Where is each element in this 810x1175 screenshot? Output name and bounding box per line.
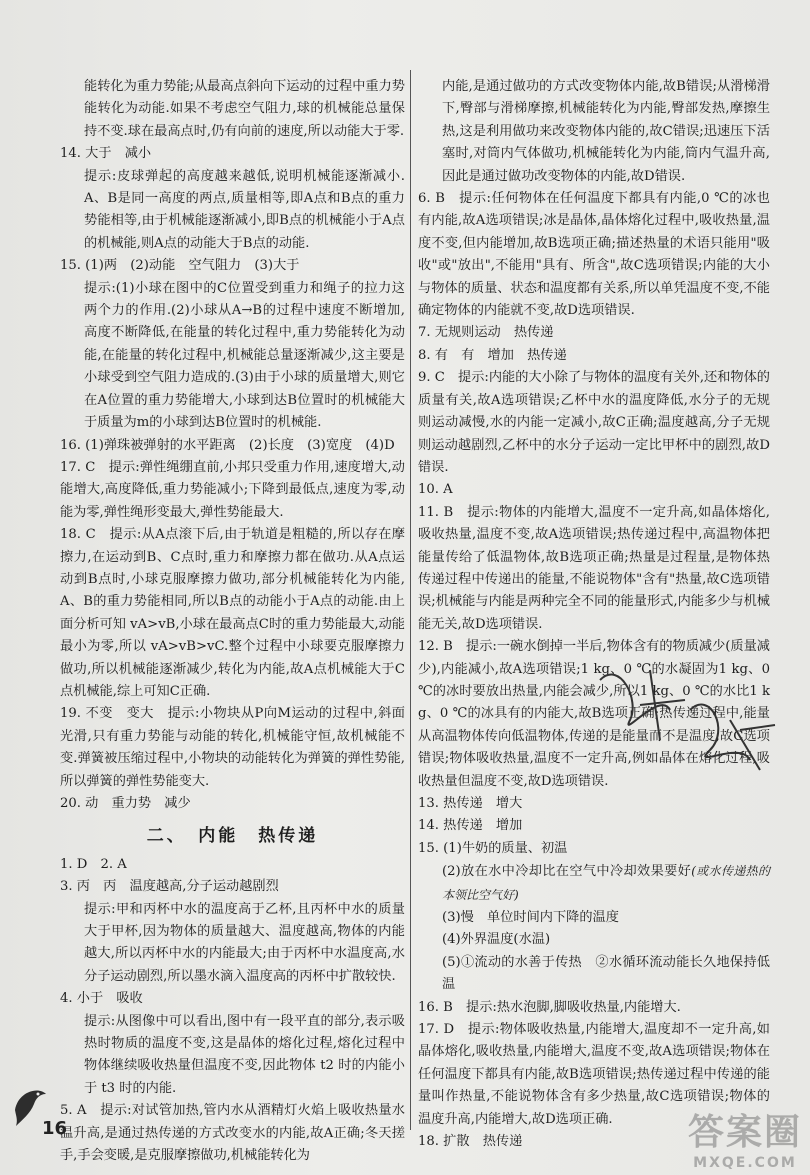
answer-15-part-4: (4)外界温度(水温) — [442, 932, 551, 948]
answer-15-part-2 — [418, 860, 770, 907]
hint-3: 提示:甲和丙杯中水的温度高于乙杯,且丙杯中水的质量大于甲杯,因为物体的质量越大、温度越高,物体的内能越大,所以丙杯中水的内能最大;由于丙杯中水温度高,水分子运动剧烈,所以墨水滴入温度高的丙杯中扩散较快. — [84, 901, 405, 984]
hint-14: 提示:皮球弹起的高度越来越低,说明机械能逐渐减小. A、B是同一高度的两点,质量相等,即A点和B点的重力势能相等,由于机械能逐渐减小,即B点的机械能小于A点的机械能,则A点的动能大于B点的动能. — [84, 168, 405, 251]
answer-18: 18. 扩散 热传递 — [418, 1134, 523, 1150]
answer-17: 17. D 提示:物体吸收热量,内能增大,温度却不一定升高,如晶体熔化,吸收热量,内能增大,温度不变,故A选项错误;物体在任何温度下都具有内能,故B选项错误;热传递过程中传递的能量叫作热量,不能说物体含有多少热量,故C选项错误;物体的温度升高,内能增大,故D选项正确. — [418, 1022, 770, 1127]
answer-18: 18. C 提示:从A点滚下后,由于轨道是粗糙的,所以存在摩擦力,在运动到B、C点时,重力和摩擦力都在做功.从A点运动到B点时,小球克服摩擦力做功,部分机械能转化为内能,A、B的重力势能相同,所以B点的动能小于A点的动能.由上面分析可知 vA>vB,小球在最高点C时的重力势能最大,动能最小为零,所以 vA>vB>vC.整个过程中小球要克服摩擦力做功,所以机械能逐渐减少,转化为内能,故A点机械能大于C点机械能,综上可知C正确. — [60, 527, 405, 699]
answer-3: 3. 丙 丙 温度越高,分子运动越剧烈 — [60, 879, 279, 895]
answer-16: 16. (1)弹珠被弹射的水平距离 (2)长度 (3)宽度 (4)D — [60, 437, 395, 453]
answer-7: 7. 无规则运动 热传递 — [418, 325, 554, 341]
answer-6: 6. B 提示:任何物体在任何温度下都具有内能,0 ℃的冰也有内能,故A选项错误;冰是晶体,晶体熔化过程中,吸收热量,温度不变,但内能增加,故B选项正确;描述热量的术语只能用"吸收"或"放出",不能用"具有、所含",故C选项错误;内能的大小与物体的质量、状态和温度都有关系,所以单凭温度不变,不能确定物体的内能就不变,故D选项错误. — [418, 191, 770, 319]
paragraph: 内能,是通过做功的方式改变物体内能,故B错误;从滑梯滑下,臀部与滑梯摩擦,机械能转化为内能,臀部发热,摩擦生热,这是利用做功来改变物体内能的,故C错误;迅速压下活塞时,对筒内气体做功,机械能转化为内能,筒内气温升高,因此是通过做功改变物体的内能,故D错误. — [442, 79, 770, 184]
answer-17: 17. C 提示:弹性绳绷直前,小邦只受重力作用,速度增大,动能增大,高度降低,重力势能减小;下降到最低点,速度为零,动能为零,弹性绳形变最大,弹性势能最大. — [60, 459, 405, 520]
answer-14: 14. 热传递 增加 — [418, 818, 523, 834]
answer-8: 8. 有 有 增加 热传递 — [418, 347, 567, 363]
answer-19: 19. 不变 变大 提示:小物块从P向M运动的过程中,斜面光滑,只有重力势能与动能的转化,机械能守恒,故机械能不变.弹簧被压缩过程中,小物块的动能转化为弹簧的弹性势能,所以弹簧的弹性势能变大. — [60, 706, 405, 789]
answer-20: 20. 动 重力势 减少 — [60, 796, 191, 811]
watermark — [688, 1104, 802, 1171]
answer-13: 13. 热传递 增大 — [418, 796, 523, 811]
watermark-title: 答案圈 — [687, 1112, 802, 1153]
left-column — [60, 76, 405, 1168]
section-title: 二、 内能 热传递 — [146, 826, 319, 847]
hint-4: 提示:从图像中可以看出,图中有一段平直的部分,表示吸热时物质的温度不变,这是晶体的熔化过程,熔化过程中物体继续吸收热量但温度不变,因此物体 t2 时的内能小于 t3 时的内能. — [84, 1013, 405, 1096]
answer-15: 15. (1)两 (2)动能 空气阻力 (3)大于 — [60, 258, 300, 274]
right-column — [418, 76, 770, 1154]
watermark-url: MXQE.COM — [693, 1155, 797, 1171]
answer-15-text: (2)放在水中冷却比在空气中冷却效果要好 — [442, 864, 692, 880]
handwriting-scribble — [590, 650, 790, 790]
page-number: 16 — [42, 1118, 68, 1139]
answer-9: 9. C 提示:内能的大小除了与物体的温度有关外,还和物体的质量有关,故A选项错误;乙杯中水的温度降低,水分子的无规则运动减慢,水的内能一定减小,故C正确;温度越高,分子无规则运动越剧烈,乙杯中的水分子运动一定比甲杯中的剧烈,故D错误. — [418, 370, 770, 475]
column-divider — [410, 70, 411, 1130]
answer-1-2: 1. D 2. A — [60, 856, 127, 872]
answer-15-part-3: (3)慢 单位时间内下降的温度 — [442, 910, 619, 926]
answer-12: 12. B 提示:一碗水倒掉一半后,物体含有的物质减少(质量减少),内能减小,故A选项错误;1 kg、0 ℃的水凝固为1 kg、0 ℃的冰时要放出热量,内能会减少,所以1 kg、0 ℃的水比1 kg、0 ℃的冰具有的内能大,故B选项正确;热传递过程中,能量从高温物体传向低温物体,传递的是能量而不是温度,故C选项错误;物体吸收热量,温度不一定升高,例如晶体在熔化过程,吸收热量但温度不变,故D选项错误. — [418, 639, 770, 789]
hint-15: 提示:(1)小球在图中的C位置受到重力和绳子的拉力这两个力的作用.(2)小球从A→B的过程中速度不断增加,高度不断降低,在能量的转化过程中,重力势能转化为动能,在能量的转化过程中,机械能总量逐渐减少,这主要是小球受到空气阻力造成的.(3)由于小球的质量增大,则它在A位置的重力势能增大,小球到达B位置时的机械能大于质量为m的小球到达B位置时的机械能. — [84, 280, 405, 431]
answer-5: 5. A 提示:对试管加热,管内水从酒精灯火焰上吸收热量水温升高,是通过热传递的方式改变水的内能,故A正确;冬天搓手,手会变暖,是克服摩擦做功,机械能转化为 — [60, 1103, 405, 1164]
paragraph: 能转化为重力势能;从最高点斜向下运动的过程中重力势能转化为动能.如果不考虑空气阻力,球的机械能总量保持不变.球在最高点时,仍有向前的速度,所以动能大于零. — [84, 79, 405, 139]
answer-14: 14. 大于 减小 — [60, 146, 152, 162]
answer-16: 16. B 提示:热水泡脚,脚吸收热量,内能增大. — [418, 999, 681, 1015]
answer-15-note: (或水传递热的本领比空气好) — [442, 864, 770, 902]
answer-4: 4. 小于 吸收 — [60, 991, 143, 1007]
answer-15-head: 15. (1)牛奶的质量、初温 — [418, 840, 568, 856]
answer-10: 10. A — [418, 482, 453, 498]
answer-15-part-5: (5)①流动的水善于传热 ②水循环流动能长久地保持低温 — [442, 954, 770, 993]
answer-11: 11. B 提示:物体的内能增大,温度不一定升高,如晶体熔化,吸收热量,温度不变,故A选项错误;热传递过程中,高温物体把能量传给了低温物体,故B选项正确;热量是过程量,是物体热传递过程中传递出的能量,不能说物体"含有"热量,故C选项错误;机械能与内能是两种完全不同的能量形式,内能多少与机械能无关,故D选项错误. — [418, 504, 770, 632]
